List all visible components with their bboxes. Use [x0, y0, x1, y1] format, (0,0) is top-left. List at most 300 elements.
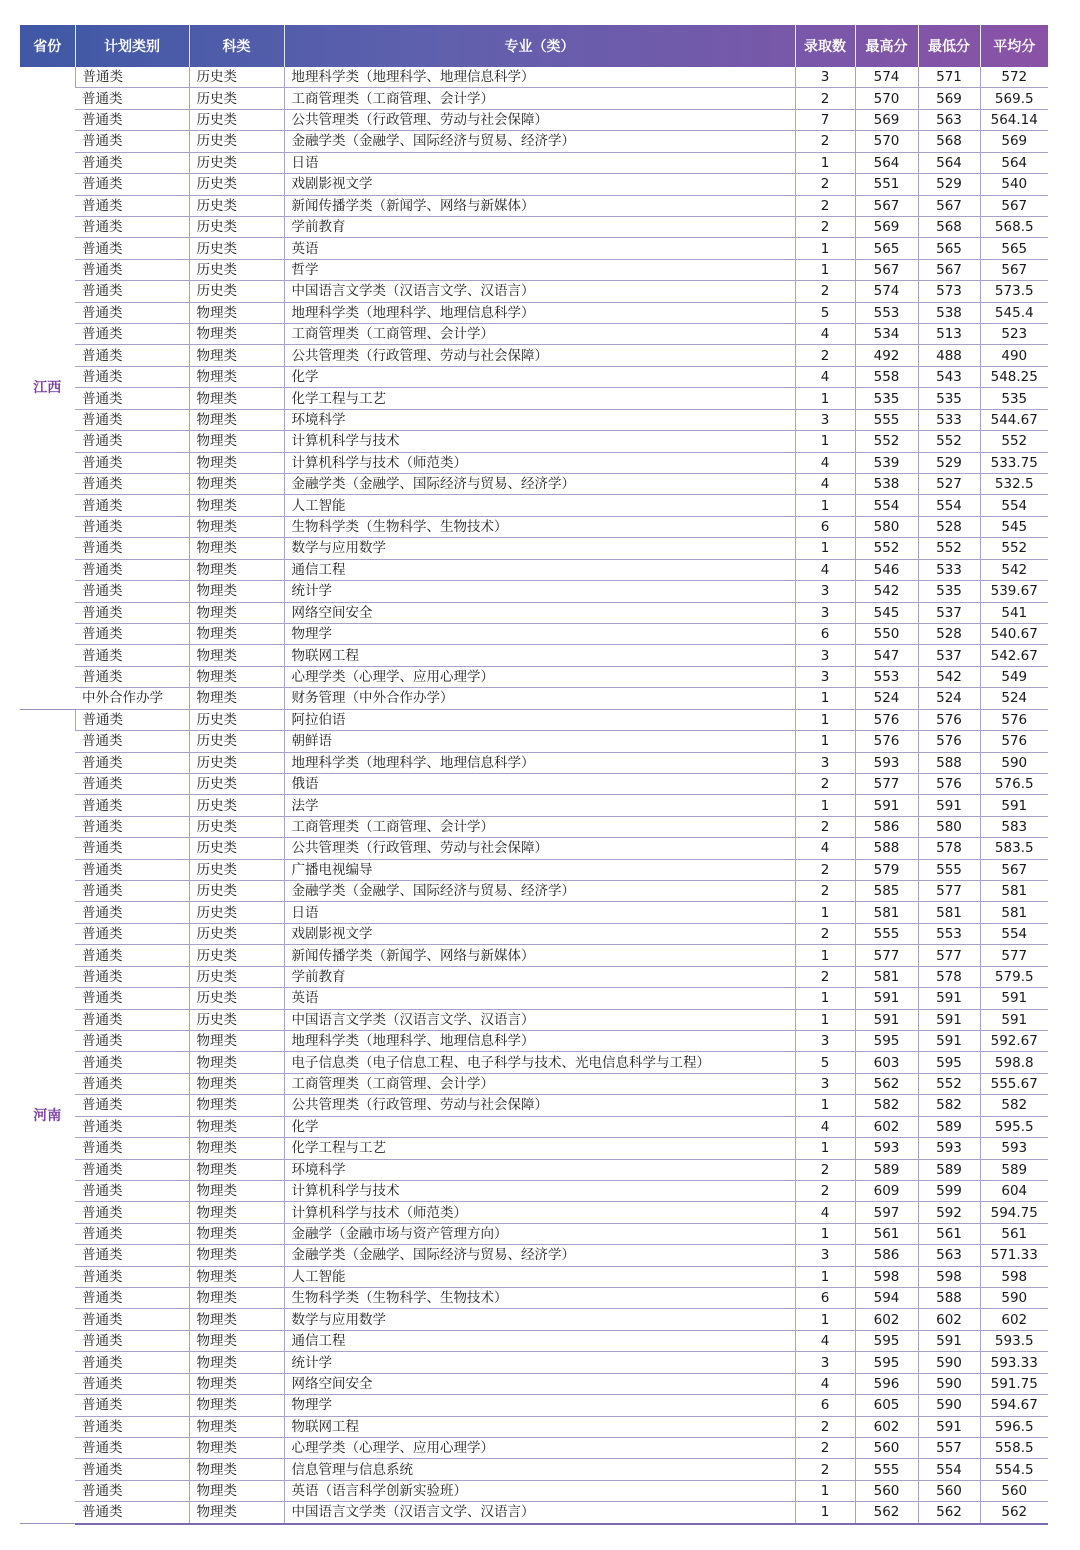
table-row	[20, 688, 1048, 709]
max-score-cell: 591	[855, 1009, 918, 1030]
admitted-count-cell: 2	[795, 966, 855, 987]
max-score-cell: 555	[855, 1459, 918, 1480]
admitted-count-cell: 2	[795, 345, 855, 366]
admitted-count-cell: 1	[795, 902, 855, 923]
admitted-count-cell: 4	[795, 366, 855, 387]
avg-score-cell: 544.67	[980, 409, 1048, 430]
admitted-count-cell: 3	[795, 1030, 855, 1051]
table-row	[20, 1073, 1048, 1094]
min-score-cell: 562	[918, 1502, 980, 1524]
plan-type-cell: 普通类	[75, 1159, 189, 1180]
avg-score-cell: 577	[980, 945, 1048, 966]
avg-score-cell: 555.67	[980, 1073, 1048, 1094]
subject-type-cell: 物理类	[189, 1116, 284, 1137]
admitted-count-cell: 3	[795, 645, 855, 666]
table-row	[20, 345, 1048, 366]
subject-type-cell: 历史类	[189, 195, 284, 216]
admitted-count-cell: 2	[795, 923, 855, 944]
subject-type-cell: 物理类	[189, 302, 284, 323]
admitted-count-cell: 4	[795, 1116, 855, 1137]
avg-score-cell: 567	[980, 259, 1048, 280]
plan-type-cell: 普通类	[75, 923, 189, 944]
avg-score-cell: 572	[980, 67, 1048, 88]
admitted-count-cell: 3	[795, 666, 855, 687]
subject-type-cell: 物理类	[189, 1245, 284, 1266]
admitted-count-cell: 4	[795, 1330, 855, 1351]
subject-type-cell: 历史类	[189, 281, 284, 302]
table-row	[20, 495, 1048, 516]
min-score-cell: 543	[918, 366, 980, 387]
major-cell: 新闻传播学类（新闻学、网络与新媒体）	[284, 195, 795, 216]
max-score-cell: 570	[855, 88, 918, 109]
avg-score-cell: 569.5	[980, 88, 1048, 109]
max-score-cell: 567	[855, 259, 918, 280]
avg-score-cell: 583.5	[980, 838, 1048, 859]
major-cell: 金融学（金融市场与资产管理方向）	[284, 1223, 795, 1244]
plan-type-cell: 普通类	[75, 1009, 189, 1030]
subject-type-cell: 历史类	[189, 216, 284, 237]
avg-score-cell: 598.8	[980, 1052, 1048, 1073]
max-score-cell: 574	[855, 67, 918, 88]
major-cell: 中国语言文学类（汉语言文学、汉语言）	[284, 281, 795, 302]
table-row	[20, 666, 1048, 687]
admitted-count-cell: 1	[795, 259, 855, 280]
avg-score-cell: 581	[980, 902, 1048, 923]
max-score-cell: 602	[855, 1416, 918, 1437]
subject-type-cell: 历史类	[189, 816, 284, 837]
major-cell: 英语	[284, 988, 795, 1009]
subject-type-cell: 历史类	[189, 109, 284, 130]
max-score-cell: 492	[855, 345, 918, 366]
min-score-cell: 576	[918, 709, 980, 730]
admitted-count-cell: 5	[795, 302, 855, 323]
admitted-count-cell: 2	[795, 859, 855, 880]
avg-score-cell: 558.5	[980, 1438, 1048, 1459]
table-row	[20, 409, 1048, 430]
admitted-count-cell: 2	[795, 1416, 855, 1437]
max-score-cell: 586	[855, 816, 918, 837]
table-row	[20, 988, 1048, 1009]
major-cell: 通信工程	[284, 559, 795, 580]
subject-type-cell: 物理类	[189, 1330, 284, 1351]
avg-score-cell: 552	[980, 431, 1048, 452]
avg-score-cell: 562	[980, 1502, 1048, 1524]
admitted-count-cell: 3	[795, 1245, 855, 1266]
admitted-count-cell: 1	[795, 1266, 855, 1287]
max-score-cell: 602	[855, 1309, 918, 1330]
plan-type-cell: 普通类	[75, 431, 189, 452]
min-score-cell: 588	[918, 1288, 980, 1309]
plan-type-cell: 普通类	[75, 1288, 189, 1309]
subject-type-cell: 物理类	[189, 366, 284, 387]
max-score-cell: 581	[855, 966, 918, 987]
min-score-cell: 591	[918, 988, 980, 1009]
header-row	[20, 25, 1048, 67]
subject-type-cell: 物理类	[189, 388, 284, 409]
subject-type-cell: 物理类	[189, 1073, 284, 1094]
max-score-cell: 555	[855, 409, 918, 430]
plan-type-cell: 普通类	[75, 474, 189, 495]
avg-score-cell: 591	[980, 795, 1048, 816]
avg-score-cell: 589	[980, 1159, 1048, 1180]
major-cell: 计算机科学与技术	[284, 431, 795, 452]
table-header	[20, 25, 1048, 67]
plan-type-cell: 普通类	[75, 645, 189, 666]
min-score-cell: 527	[918, 474, 980, 495]
avg-score-cell: 582	[980, 1095, 1048, 1116]
major-cell: 心理学类（心理学、应用心理学）	[284, 666, 795, 687]
major-cell: 戏剧影视文学	[284, 174, 795, 195]
min-score-cell: 542	[918, 666, 980, 687]
plan-type-cell: 普通类	[75, 259, 189, 280]
major-cell: 公共管理类（行政管理、劳动与社会保障）	[284, 109, 795, 130]
plan-type-cell: 普通类	[75, 1266, 189, 1287]
min-score-cell: 564	[918, 152, 980, 173]
table-row	[20, 388, 1048, 409]
max-score-cell: 598	[855, 1266, 918, 1287]
max-score-cell: 605	[855, 1395, 918, 1416]
plan-type-cell: 普通类	[75, 1438, 189, 1459]
min-score-cell: 568	[918, 131, 980, 152]
major-cell: 地理科学类（地理科学、地理信息科学）	[284, 302, 795, 323]
plan-type-cell: 普通类	[75, 795, 189, 816]
table-row	[20, 1030, 1048, 1051]
table-row	[20, 1266, 1048, 1287]
plan-type-cell: 普通类	[75, 902, 189, 923]
table-row	[20, 1009, 1048, 1030]
admitted-count-cell: 2	[795, 1180, 855, 1201]
admitted-count-cell: 6	[795, 1395, 855, 1416]
major-cell: 生物科学类（生物科学、生物技术）	[284, 1288, 795, 1309]
major-cell: 俄语	[284, 773, 795, 794]
subject-type-cell: 物理类	[189, 1159, 284, 1180]
avg-score-cell: 535	[980, 388, 1048, 409]
max-score-cell: 534	[855, 324, 918, 345]
subject-type-cell: 物理类	[189, 474, 284, 495]
table-row	[20, 1138, 1048, 1159]
max-score-cell: 562	[855, 1502, 918, 1524]
plan-type-cell: 普通类	[75, 238, 189, 259]
admitted-count-cell: 2	[795, 281, 855, 302]
plan-type-cell: 普通类	[75, 1480, 189, 1501]
min-score-cell: 589	[918, 1116, 980, 1137]
table-row	[20, 1502, 1048, 1524]
admitted-count-cell: 3	[795, 1073, 855, 1094]
table-row	[20, 131, 1048, 152]
min-score-cell: 567	[918, 259, 980, 280]
table-row	[20, 709, 1048, 730]
avg-score-cell: 581	[980, 881, 1048, 902]
avg-score-cell: 542.67	[980, 645, 1048, 666]
header-min-score: 最低分	[918, 25, 980, 67]
table-body	[20, 67, 1048, 1524]
admitted-count-cell: 2	[795, 816, 855, 837]
plan-type-cell: 普通类	[75, 1395, 189, 1416]
max-score-cell: 552	[855, 538, 918, 559]
major-cell: 数学与应用数学	[284, 1309, 795, 1330]
admitted-count-cell: 3	[795, 1352, 855, 1373]
plan-type-cell: 普通类	[75, 945, 189, 966]
table-row	[20, 623, 1048, 644]
table-row	[20, 281, 1048, 302]
major-cell: 计算机科学与技术	[284, 1180, 795, 1201]
avg-score-cell: 594.67	[980, 1395, 1048, 1416]
avg-score-cell: 552	[980, 538, 1048, 559]
admitted-count-cell: 2	[795, 88, 855, 109]
table-row	[20, 602, 1048, 623]
avg-score-cell: 567	[980, 195, 1048, 216]
max-score-cell: 581	[855, 902, 918, 923]
subject-type-cell: 物理类	[189, 452, 284, 473]
admitted-count-cell: 1	[795, 1223, 855, 1244]
max-score-cell: 589	[855, 1159, 918, 1180]
major-cell: 金融学类（金融学、国际经济与贸易、经济学）	[284, 474, 795, 495]
table-row	[20, 773, 1048, 794]
table-row	[20, 1159, 1048, 1180]
subject-type-cell: 物理类	[189, 1416, 284, 1437]
admitted-count-cell: 2	[795, 131, 855, 152]
min-score-cell: 552	[918, 538, 980, 559]
max-score-cell: 565	[855, 238, 918, 259]
subject-type-cell: 历史类	[189, 152, 284, 173]
plan-type-cell: 普通类	[75, 1180, 189, 1201]
admitted-count-cell: 3	[795, 409, 855, 430]
table-row	[20, 859, 1048, 880]
major-cell: 物联网工程	[284, 645, 795, 666]
avg-score-cell: 604	[980, 1180, 1048, 1201]
major-cell: 化学	[284, 1116, 795, 1137]
admitted-count-cell: 1	[795, 238, 855, 259]
major-cell: 公共管理类（行政管理、劳动与社会保障）	[284, 345, 795, 366]
admitted-count-cell: 2	[795, 881, 855, 902]
avg-score-cell: 564.14	[980, 109, 1048, 130]
subject-type-cell: 历史类	[189, 752, 284, 773]
min-score-cell: 529	[918, 452, 980, 473]
plan-type-cell: 普通类	[75, 131, 189, 152]
plan-type-cell: 普通类	[75, 345, 189, 366]
plan-type-cell: 普通类	[75, 1030, 189, 1051]
header-plan-type: 计划类别	[75, 25, 189, 67]
subject-type-cell: 历史类	[189, 945, 284, 966]
min-score-cell: 582	[918, 1095, 980, 1116]
admitted-count-cell: 1	[795, 1009, 855, 1030]
table-row	[20, 431, 1048, 452]
admitted-count-cell: 6	[795, 623, 855, 644]
plan-type-cell: 普通类	[75, 1245, 189, 1266]
table-row	[20, 366, 1048, 387]
table-row	[20, 1202, 1048, 1223]
plan-type-cell: 普通类	[75, 388, 189, 409]
plan-type-cell: 普通类	[75, 538, 189, 559]
max-score-cell: 602	[855, 1116, 918, 1137]
major-cell: 地理科学类（地理科学、地理信息科学）	[284, 752, 795, 773]
avg-score-cell: 523	[980, 324, 1048, 345]
subject-type-cell: 历史类	[189, 259, 284, 280]
plan-type-cell: 普通类	[75, 559, 189, 580]
min-score-cell: 535	[918, 388, 980, 409]
max-score-cell: 594	[855, 1288, 918, 1309]
plan-type-cell: 普通类	[75, 109, 189, 130]
subject-type-cell: 物理类	[189, 1395, 284, 1416]
avg-score-cell: 540.67	[980, 623, 1048, 644]
table-row	[20, 731, 1048, 752]
min-score-cell: 589	[918, 1159, 980, 1180]
table-row	[20, 1116, 1048, 1137]
avg-score-cell: 598	[980, 1266, 1048, 1287]
admitted-count-cell: 4	[795, 452, 855, 473]
admitted-count-cell: 4	[795, 559, 855, 580]
table-row	[20, 1459, 1048, 1480]
plan-type-cell: 普通类	[75, 174, 189, 195]
subject-type-cell: 物理类	[189, 581, 284, 602]
max-score-cell: 593	[855, 1138, 918, 1159]
subject-type-cell: 物理类	[189, 345, 284, 366]
table-row	[20, 1223, 1048, 1244]
min-score-cell: 591	[918, 795, 980, 816]
avg-score-cell: 590	[980, 1288, 1048, 1309]
min-score-cell: 552	[918, 431, 980, 452]
plan-type-cell: 普通类	[75, 1309, 189, 1330]
min-score-cell: 590	[918, 1352, 980, 1373]
avg-score-cell: 602	[980, 1309, 1048, 1330]
avg-score-cell: 567	[980, 859, 1048, 880]
header-province: 省份	[20, 25, 75, 67]
subject-type-cell: 物理类	[189, 1309, 284, 1330]
max-score-cell: 609	[855, 1180, 918, 1201]
max-score-cell: 576	[855, 731, 918, 752]
subject-type-cell: 历史类	[189, 881, 284, 902]
avg-score-cell: 565	[980, 238, 1048, 259]
avg-score-cell: 554	[980, 495, 1048, 516]
plan-type-cell: 普通类	[75, 67, 189, 88]
admitted-count-cell: 1	[795, 538, 855, 559]
min-score-cell: 533	[918, 409, 980, 430]
min-score-cell: 592	[918, 1202, 980, 1223]
subject-type-cell: 物理类	[189, 1052, 284, 1073]
province-cell: 河南	[20, 709, 75, 1524]
major-cell: 日语	[284, 152, 795, 173]
max-score-cell: 569	[855, 216, 918, 237]
plan-type-cell: 普通类	[75, 88, 189, 109]
major-cell: 计算机科学与技术（师范类）	[284, 1202, 795, 1223]
admitted-count-cell: 4	[795, 1373, 855, 1394]
admitted-count-cell: 6	[795, 516, 855, 537]
subject-type-cell: 物理类	[189, 538, 284, 559]
min-score-cell: 567	[918, 195, 980, 216]
subject-type-cell: 物理类	[189, 409, 284, 430]
max-score-cell: 591	[855, 988, 918, 1009]
min-score-cell: 591	[918, 1330, 980, 1351]
subject-type-cell: 物理类	[189, 516, 284, 537]
plan-type-cell: 普通类	[75, 452, 189, 473]
plan-type-cell: 普通类	[75, 623, 189, 644]
avg-score-cell: 533.75	[980, 452, 1048, 473]
admitted-count-cell: 1	[795, 431, 855, 452]
max-score-cell: 542	[855, 581, 918, 602]
major-cell: 地理科学类（地理科学、地理信息科学）	[284, 1030, 795, 1051]
subject-type-cell: 历史类	[189, 731, 284, 752]
plan-type-cell: 普通类	[75, 709, 189, 730]
avg-score-cell: 541	[980, 602, 1048, 623]
min-score-cell: 590	[918, 1395, 980, 1416]
max-score-cell: 579	[855, 859, 918, 880]
table-row	[20, 195, 1048, 216]
major-cell: 朝鲜语	[284, 731, 795, 752]
admitted-count-cell: 6	[795, 1288, 855, 1309]
table-row	[20, 238, 1048, 259]
avg-score-cell: 561	[980, 1223, 1048, 1244]
table-row	[20, 302, 1048, 323]
admitted-count-cell: 1	[795, 495, 855, 516]
admitted-count-cell: 5	[795, 1052, 855, 1073]
max-score-cell: 586	[855, 1245, 918, 1266]
avg-score-cell: 593	[980, 1138, 1048, 1159]
avg-score-cell: 532.5	[980, 474, 1048, 495]
avg-score-cell: 591	[980, 1009, 1048, 1030]
plan-type-cell: 普通类	[75, 752, 189, 773]
max-score-cell: 551	[855, 174, 918, 195]
table-row	[20, 67, 1048, 88]
table-row	[20, 474, 1048, 495]
admission-scores-table	[20, 25, 1048, 1525]
plan-type-cell: 普通类	[75, 1330, 189, 1351]
header-max-score: 最高分	[855, 25, 918, 67]
major-cell: 新闻传播学类（新闻学、网络与新媒体）	[284, 945, 795, 966]
avg-score-cell: 548.25	[980, 366, 1048, 387]
min-score-cell: 565	[918, 238, 980, 259]
min-score-cell: 537	[918, 602, 980, 623]
subject-type-cell: 历史类	[189, 966, 284, 987]
min-score-cell: 577	[918, 881, 980, 902]
major-cell: 计算机科学与技术（师范类）	[284, 452, 795, 473]
subject-type-cell: 历史类	[189, 795, 284, 816]
subject-type-cell: 物理类	[189, 623, 284, 644]
subject-type-cell: 物理类	[189, 1095, 284, 1116]
plan-type-cell: 普通类	[75, 581, 189, 602]
table-row	[20, 945, 1048, 966]
avg-score-cell: 490	[980, 345, 1048, 366]
province-cell: 江西	[20, 67, 75, 709]
subject-type-cell: 物理类	[189, 431, 284, 452]
max-score-cell: 567	[855, 195, 918, 216]
major-cell: 金融学类（金融学、国际经济与贸易、经济学）	[284, 1245, 795, 1266]
table-row	[20, 966, 1048, 987]
plan-type-cell: 普通类	[75, 988, 189, 1009]
admitted-count-cell: 1	[795, 988, 855, 1009]
admitted-count-cell: 2	[795, 174, 855, 195]
avg-score-cell: 569	[980, 131, 1048, 152]
min-score-cell: 577	[918, 945, 980, 966]
table-row	[20, 1416, 1048, 1437]
min-score-cell: 513	[918, 324, 980, 345]
subject-type-cell: 物理类	[189, 1138, 284, 1159]
plan-type-cell: 普通类	[75, 1416, 189, 1437]
plan-type-cell: 普通类	[75, 1373, 189, 1394]
major-cell: 地理科学类（地理科学、地理信息科学）	[284, 67, 795, 88]
major-cell: 物理学	[284, 1395, 795, 1416]
major-cell: 英语（语言科学创新实验班）	[284, 1480, 795, 1501]
plan-type-cell: 普通类	[75, 1202, 189, 1223]
table-row	[20, 109, 1048, 130]
avg-score-cell: 539.67	[980, 581, 1048, 602]
max-score-cell: 554	[855, 495, 918, 516]
max-score-cell: 562	[855, 1073, 918, 1094]
min-score-cell: 555	[918, 859, 980, 880]
table-row	[20, 581, 1048, 602]
plan-type-cell: 普通类	[75, 966, 189, 987]
avg-score-cell: 554	[980, 923, 1048, 944]
plan-type-cell: 普通类	[75, 838, 189, 859]
